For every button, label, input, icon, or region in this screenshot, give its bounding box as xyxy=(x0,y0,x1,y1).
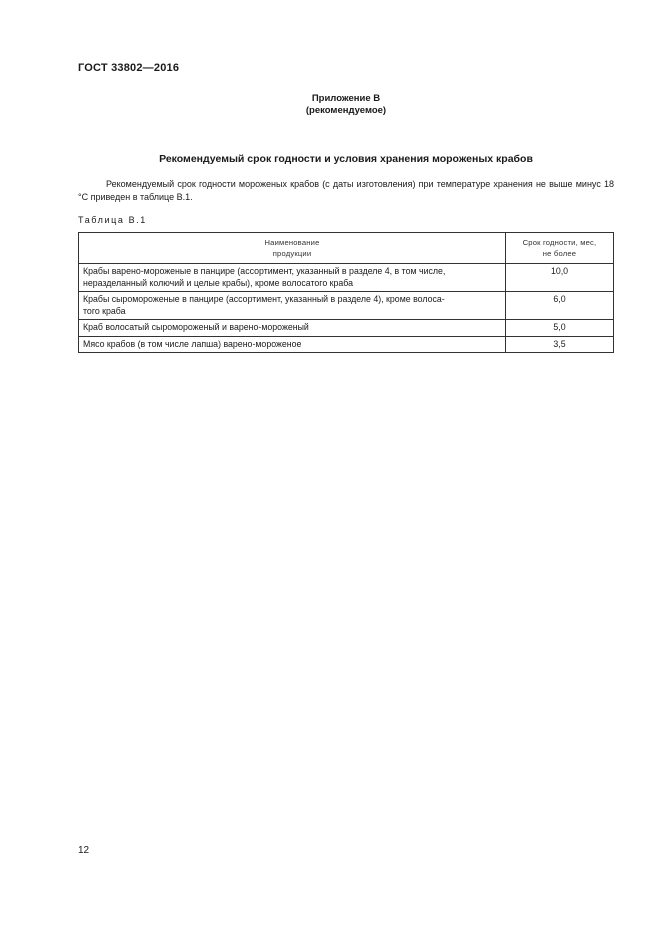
shelf-life-cell: 5,0 xyxy=(506,320,614,337)
body-paragraph: Рекомендуемый срок годности мороженых крабов (с даты изготовления) при температуре хранения не выше минус 18 °С приведен в таблице В.1. xyxy=(78,179,614,202)
table-row xyxy=(79,292,614,320)
product-name-cell xyxy=(79,336,506,353)
shelf-life-cell: 3,5 xyxy=(506,336,614,353)
product-name-line: того краба xyxy=(83,305,126,316)
column-header-shelf-life-line1: Срок годности, мес, xyxy=(522,238,597,247)
annex-title: Приложение В xyxy=(311,93,381,104)
table-row xyxy=(79,336,614,353)
column-header-product xyxy=(79,233,506,264)
product-name-line: Мясо крабов (в том числе лапша) варено-мороженое xyxy=(83,338,302,349)
table-row xyxy=(79,264,614,292)
product-name-cell xyxy=(79,292,506,320)
product-name-cell xyxy=(79,264,506,292)
product-name-line: Крабы варено-мороженые в панцире (ассортимент, указанный в разделе 4, в том числе, xyxy=(83,266,446,276)
shelf-life-cell: 6,0 xyxy=(506,292,614,320)
shelf-life-cell: 10,0 xyxy=(506,264,614,292)
product-name-line: Крабы сыромороженые в панцире (ассортимент, указанный в разделе 4), кроме волоса- xyxy=(83,294,445,304)
product-name-cell xyxy=(79,320,506,337)
table-header-row xyxy=(79,233,614,264)
shelf-life-table xyxy=(78,232,614,353)
column-header-shelf-life xyxy=(506,233,614,264)
column-header-product-line2: продукции xyxy=(272,249,312,258)
section-title: Рекомендуемый срок годности и условия хранения мороженых крабов xyxy=(159,153,533,165)
product-name-line: неразделанный колючий и целые крабы), кроме волосатого краба xyxy=(83,277,354,288)
annex-note: (рекомендуемое) xyxy=(305,105,387,116)
document-code: ГОСТ 33802—2016 xyxy=(78,62,180,74)
annex-heading xyxy=(78,93,614,117)
table-row xyxy=(79,320,614,337)
table-caption: Таблица В.1 xyxy=(78,215,147,225)
column-header-product-line1: Наименование xyxy=(264,238,320,247)
product-name-line: Краб волосатый сыромороженый и варено-мороженый xyxy=(83,322,309,332)
column-header-shelf-life-line2: не более xyxy=(542,249,577,258)
page-number: 12 xyxy=(78,845,90,856)
